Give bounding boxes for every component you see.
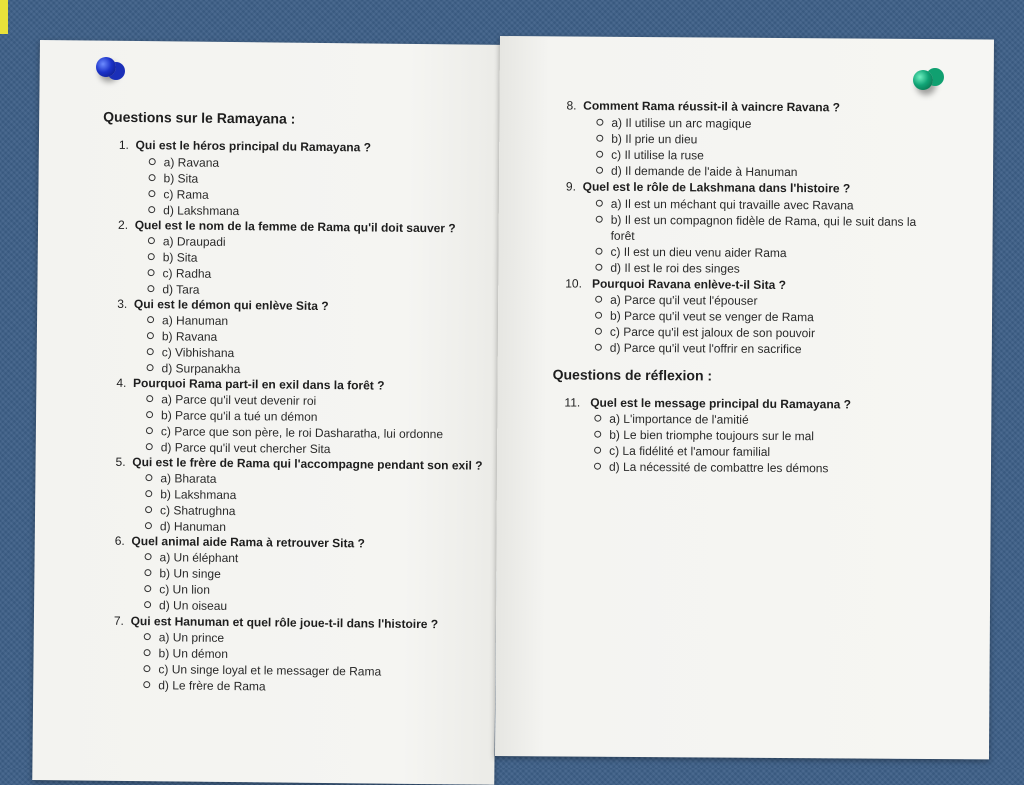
question-text: Comment Rama réussit-il à vaincre Ravana ?: [583, 98, 841, 115]
option: d) Surpanakha: [146, 361, 240, 376]
question-9: [566, 179, 850, 195]
option: b) Lakshmana: [145, 487, 236, 502]
bullet-icon: [143, 665, 150, 672]
option: d) Parce qu'il veut l'offrir en sacrifice: [595, 341, 802, 356]
bullet-icon: [595, 248, 602, 255]
bullet-icon: [147, 316, 154, 323]
question-2: [118, 218, 456, 236]
option: a) Ravana: [149, 155, 220, 170]
bullet-icon: [145, 553, 152, 560]
bullet-icon: [596, 135, 603, 142]
question-text: Pourquoi Rama part-il en exil dans la forêt ?: [133, 375, 385, 393]
question-number: 8.: [566, 98, 577, 113]
question-number: 3.: [117, 296, 128, 311]
option: b) Parce qu'il veut se venger de Rama: [595, 309, 814, 325]
question-number: 10.: [565, 276, 583, 291]
bullet-icon: [595, 328, 602, 335]
bullet-icon: [596, 167, 603, 174]
question-3: [117, 297, 329, 313]
bullet-icon: [145, 506, 152, 513]
question-text: Qui est le frère de Rama qui l'accompagne pendant son exil ?: [132, 454, 483, 473]
question-4: [116, 376, 384, 393]
green-pushpin-icon: [913, 70, 933, 90]
bullet-icon: [146, 395, 153, 402]
question-number: 5.: [115, 454, 126, 469]
bullet-icon: [144, 601, 151, 608]
option: d) Parce qu'il veut chercher Sita: [146, 440, 331, 456]
question-number: 2.: [117, 217, 129, 232]
bullet-icon: [143, 681, 150, 688]
bullet-icon: [149, 158, 156, 165]
bullet-icon: [146, 443, 153, 450]
option: a) Hanuman: [147, 313, 228, 328]
option: b) Il prie un dieu: [596, 132, 697, 147]
left-worksheet-page: [32, 40, 502, 785]
option: d) La nécessité de combattre les démons: [594, 460, 829, 476]
bullet-icon: [144, 569, 151, 576]
bullet-icon: [148, 206, 155, 213]
option: c) Rama: [148, 187, 208, 202]
option: c) Parce qu'il est jaloux de son pouvoir: [595, 325, 815, 341]
bullet-icon: [595, 312, 602, 319]
question-6: [115, 534, 365, 551]
bullet-icon: [594, 463, 601, 470]
option: c) Shatrughna: [145, 503, 236, 518]
bullet-icon: [596, 216, 603, 223]
bullet-icon: [595, 264, 602, 271]
bullet-icon: [594, 431, 601, 438]
option: b) Sita: [148, 171, 198, 186]
option: a) Un éléphant: [145, 550, 239, 565]
bullet-icon: [147, 332, 154, 339]
option: b) Un singe: [144, 566, 221, 581]
option: b) Sita: [148, 250, 198, 265]
option: c) Il utilise la ruse: [596, 148, 704, 163]
bullet-icon: [145, 490, 152, 497]
option: c) Parce que son père, le roi Dasharatha, lui ordonne: [146, 424, 443, 441]
bullet-icon: [149, 174, 156, 181]
option: d) Il est le roi des singes: [595, 261, 740, 276]
bullet-icon: [145, 522, 152, 529]
right-worksheet-page: [495, 36, 994, 759]
bullet-icon: [146, 411, 153, 418]
bullet-icon: [148, 253, 155, 260]
question-number: 11.: [564, 395, 581, 410]
blue-pushpin-icon: [96, 57, 116, 77]
option: a) Parce qu'il veut l'épouser: [595, 293, 757, 308]
question-number: 4.: [116, 375, 127, 390]
sticky-note-corner: [0, 0, 8, 34]
option: b) Le bien triomphe toujours sur le mal: [594, 428, 814, 444]
question-text: Qui est Hanuman et quel rôle joue-t-il dans l'histoire ?: [130, 613, 439, 632]
bullet-icon: [144, 649, 151, 656]
option: c) La fidélité et l'amour familial: [594, 444, 770, 459]
option: a) Il est un méchant qui travaille avec Ravana: [596, 197, 854, 213]
bullet-icon: [145, 474, 152, 481]
option: c) Il est un dieu venu aider Rama: [595, 245, 786, 260]
option: d) Hanuman: [145, 519, 226, 534]
option: a) Draupadi: [148, 234, 226, 249]
option: c) Un lion: [144, 582, 210, 597]
reflection-title: Questions de réflexion :: [552, 366, 713, 384]
bullet-icon: [595, 296, 602, 303]
option: d) Tara: [147, 282, 199, 297]
option: a) Bharata: [145, 471, 216, 486]
question-number: 7.: [113, 613, 125, 628]
option: a) L'importance de l'amitié: [594, 412, 748, 427]
question-text: Qui est le démon qui enlève Sita ?: [133, 296, 329, 314]
question-number: 6.: [114, 533, 125, 548]
option: b) Il est un compagnon fidèle de Rama, qui le suit dans la: [596, 213, 917, 229]
option: c) Vibhishana: [147, 345, 235, 360]
bullet-icon: [144, 633, 151, 640]
option: a) Il utilise un arc magique: [596, 116, 751, 131]
question-7: [114, 614, 438, 631]
bullet-icon: [146, 427, 153, 434]
option: a) Un prince: [144, 630, 225, 645]
bullet-icon: [596, 119, 603, 126]
option: b) Ravana: [147, 329, 218, 344]
bullet-icon: [594, 415, 601, 422]
question-text: Quel est le rôle de Lakshmana dans l'histoire ?: [582, 179, 851, 196]
question-number: 9.: [565, 179, 577, 194]
question-8: [566, 98, 840, 114]
question-text: Pourquoi Ravana enlève-t-il Sita ?: [591, 276, 787, 293]
question-text: Quel est le message principal du Ramayana ?: [590, 395, 852, 412]
bullet-icon: [147, 285, 154, 292]
bullet-icon: [147, 348, 154, 355]
bullet-icon: [148, 190, 155, 197]
question-11: [564, 395, 851, 411]
bullet-icon: [594, 447, 601, 454]
quiz-title: Questions sur le Ramayana :: [103, 108, 296, 127]
bullet-icon: [596, 151, 603, 158]
option: a) Parce qu'il veut devenir roi: [146, 392, 316, 408]
option-continuation: forêt: [610, 228, 635, 243]
question-1: [119, 138, 371, 155]
option: b) Un démon: [144, 646, 229, 661]
option: d) Le frère de Rama: [143, 678, 266, 693]
option: d) Il demande de l'aide à Hanuman: [596, 164, 798, 179]
option: b) Parce qu'il a tué un démon: [146, 408, 318, 424]
option: d) Lakshmana: [148, 203, 239, 218]
option: c) Radha: [147, 266, 211, 281]
bullet-icon: [595, 344, 602, 351]
question-text: Qui est le héros principal du Ramayana ?: [135, 138, 372, 155]
bullet-icon: [596, 200, 603, 207]
question-5: [116, 455, 483, 473]
bullet-icon: [147, 364, 154, 371]
option: c) Un singe loyal et le messager de Rama: [143, 662, 381, 678]
bullet-icon: [148, 237, 155, 244]
bullet-icon: [148, 269, 155, 276]
question-10: [565, 276, 786, 292]
question-text: Quel est le nom de la femme de Rama qu'il doit sauver ?: [134, 218, 456, 236]
bullet-icon: [144, 585, 151, 592]
question-text: Quel animal aide Rama à retrouver Sita ?: [131, 533, 365, 551]
question-number: 1.: [118, 137, 129, 152]
option: d) Un oiseau: [144, 598, 227, 613]
